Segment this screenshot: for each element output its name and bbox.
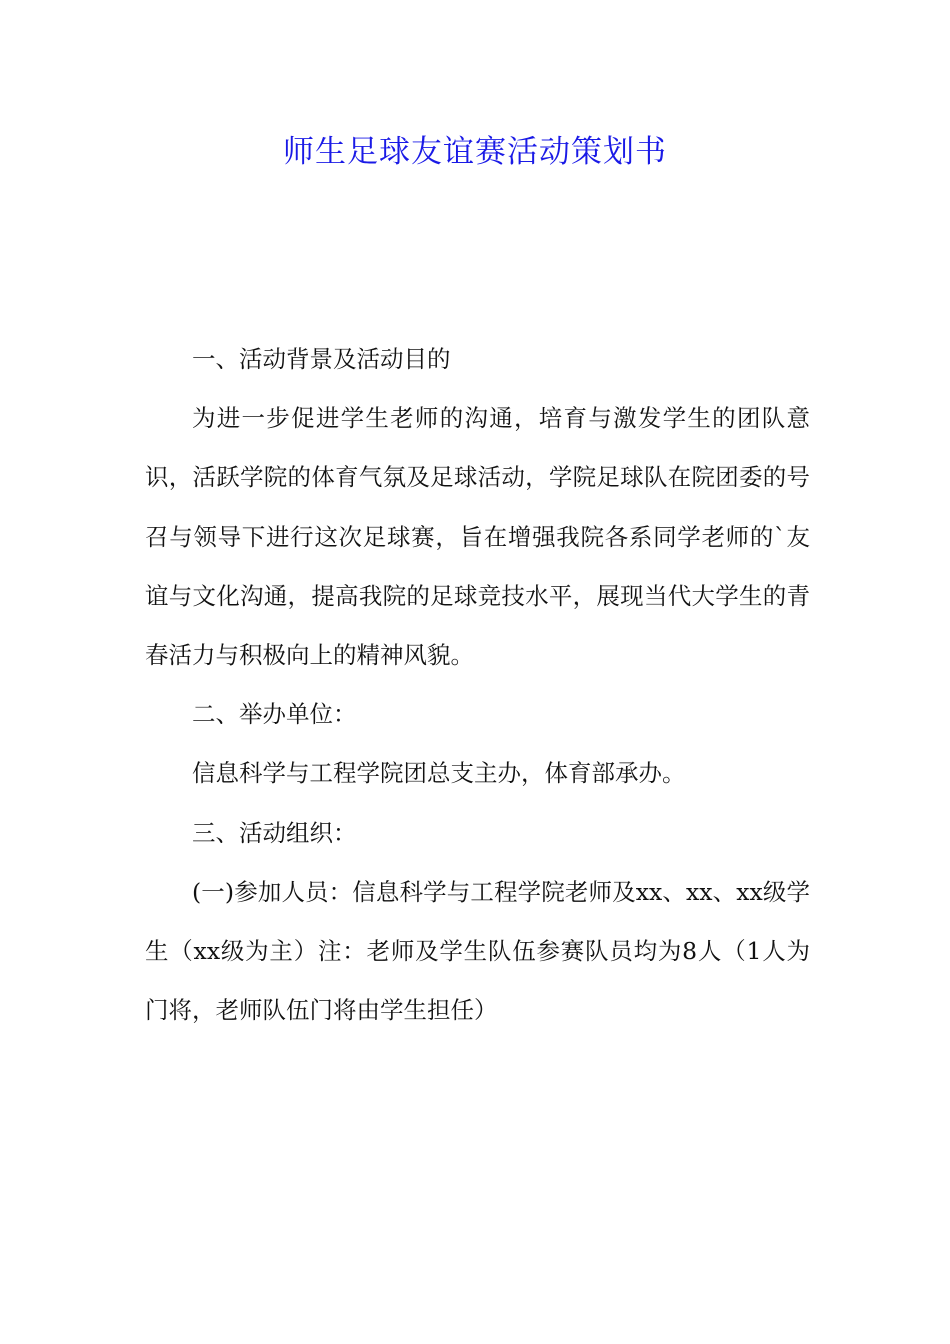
paragraph-background: 为进一步促进学生老师的沟通，培育与激发学生的团队意识，活跃学院的体育气氛及足球活动，学院足球队在院团委的号召与领导下进行这次足球赛，旨在增强我院各系同学老师的`友谊与文化沟通，提高我院的足球竞技水平，展现当代大学生的青春活力与积极向上的精神风貌。 xyxy=(145,404,810,670)
section-heading-background: 一、活动背景及活动目的 xyxy=(192,345,451,373)
document-body xyxy=(145,330,810,1040)
paragraph-participants: (一)参加人员：信息科学与工程学院老师及xx、xx、xx级学生（xx级为主）注：老师及学生队伍参赛队员均为8人（1人为门将，老师队伍门将由学生担任） xyxy=(145,877,810,1025)
section-heading-organization: 三、活动组织： xyxy=(192,818,357,847)
section-heading-organizer: 二、举办单位： xyxy=(192,700,357,729)
paragraph-organizer: 信息科学与工程学院团总支主办，体育部承办。 xyxy=(192,759,686,788)
document-title: 师生足球友谊赛活动策划书 xyxy=(283,134,667,170)
